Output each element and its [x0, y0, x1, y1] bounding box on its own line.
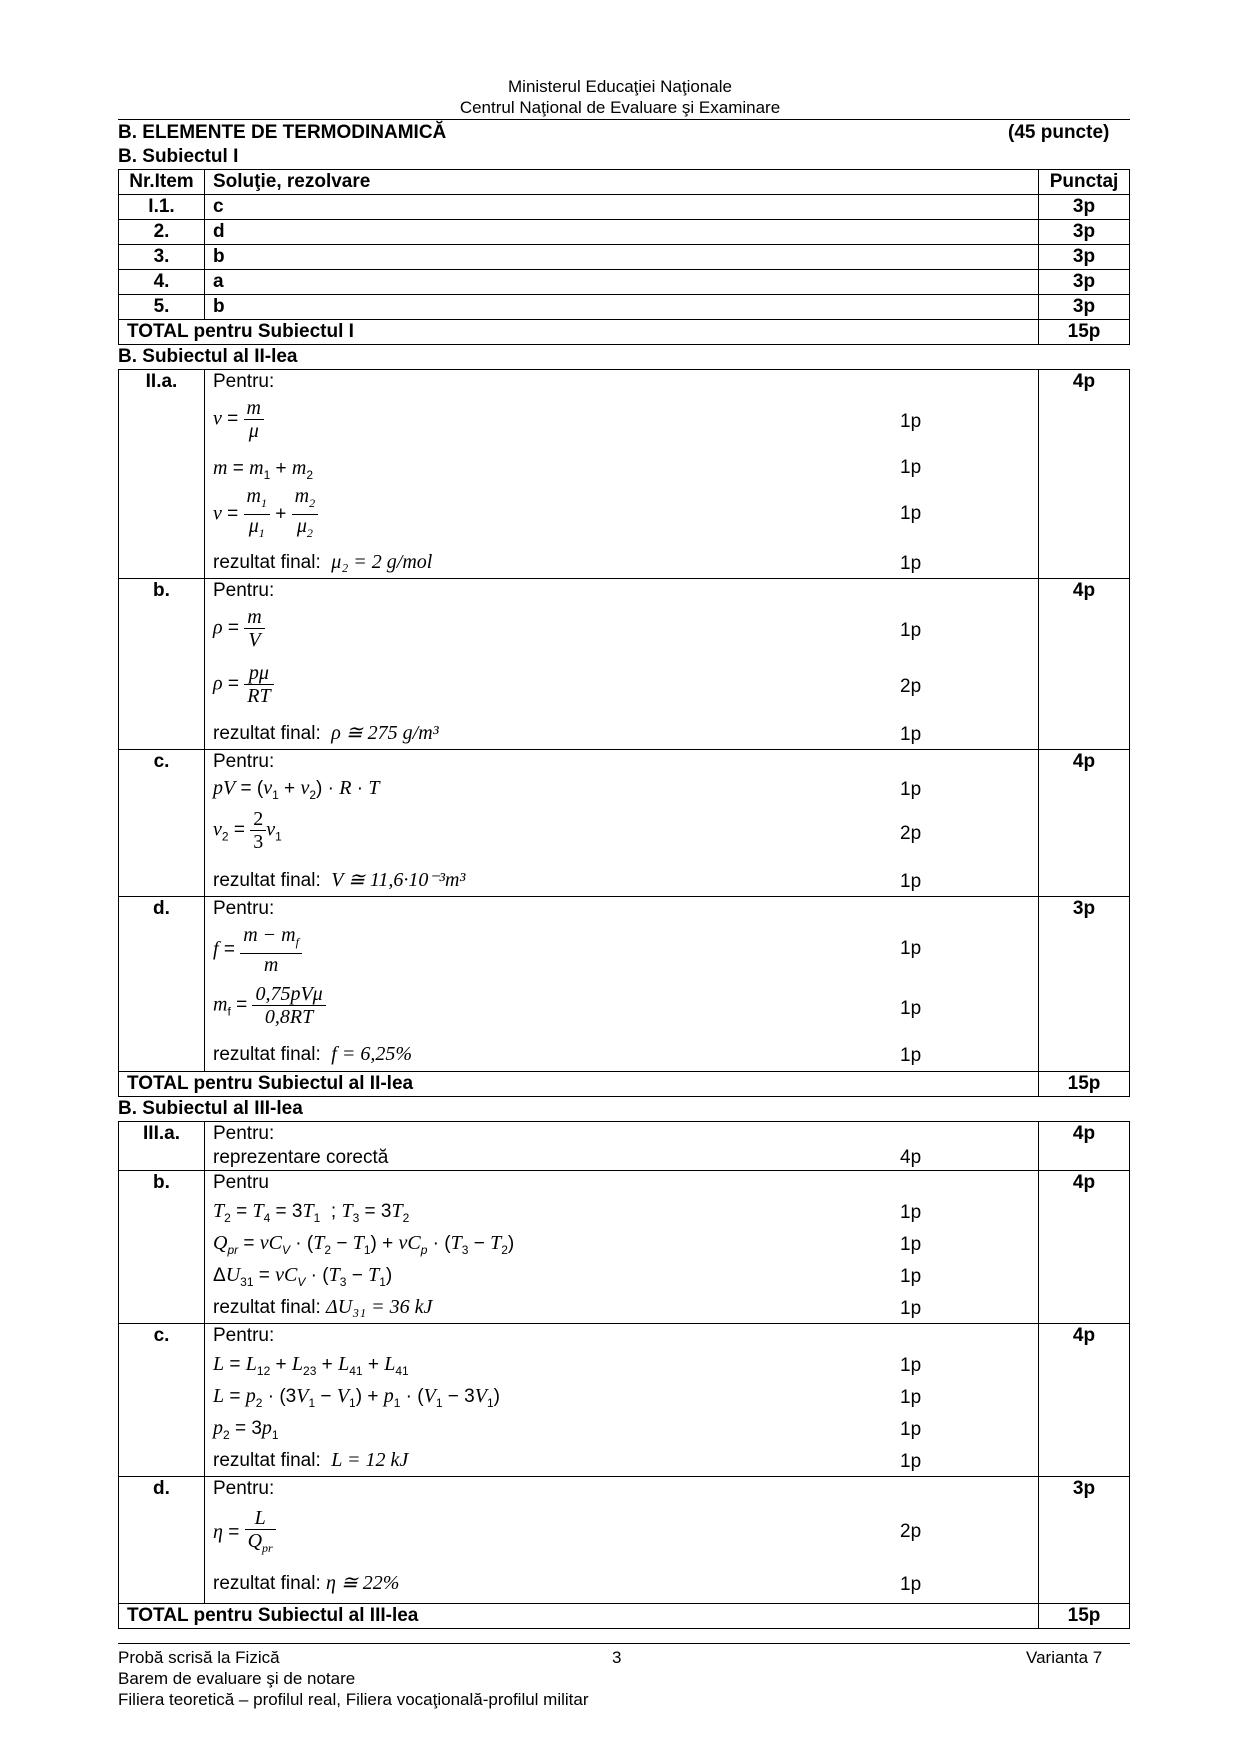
- col-header-item: Nr.Item: [119, 170, 205, 195]
- final-result: [213, 721, 1013, 746]
- footer-barem: Barem de evaluare şi de notare: [118, 1669, 356, 1688]
- final-expression: ΔU₃₁ = 36 kJ: [326, 1296, 433, 1318]
- item-points: 4p: [1039, 1171, 1130, 1324]
- item-points: 3p: [1039, 270, 1130, 295]
- final-label: rezultat final:: [213, 723, 321, 744]
- table-row: [119, 579, 1130, 750]
- item-points: 3p: [1039, 220, 1130, 245]
- subject-1-table: [118, 169, 1130, 345]
- item-points: 4p: [1039, 579, 1130, 750]
- total-label: TOTAL pentru Subiectul al II-lea: [119, 1072, 1039, 1097]
- formula-f: f = $\frac{m - m_f}{m}$: [213, 924, 1013, 976]
- header-center: Centrul Naţional de Evaluare şi Examinare: [459, 98, 781, 117]
- table-row: [119, 1122, 1130, 1171]
- subject-3-table: [118, 1121, 1130, 1629]
- header-rule: [118, 119, 1130, 120]
- item-number: I.1.: [119, 195, 205, 220]
- total-label: TOTAL pentru Subiectul al III-lea: [119, 1604, 1039, 1629]
- table-row: [119, 270, 1130, 295]
- solution-cell: [205, 370, 1039, 579]
- final-expression: f = 6,25%: [331, 1043, 413, 1065]
- formula-points: 1p: [900, 871, 922, 892]
- correct-representation: reprezentare corectă: [213, 1147, 389, 1168]
- formula-nu-sum: ν = $\frac{m_1}{\mu_1}$ + $\frac{m_2}{\mu_2}$: [213, 485, 1013, 544]
- formula-rho-pmu-rt: ρ = $\frac{p\mu}{RT}$: [213, 662, 1013, 707]
- item-points: 4p: [1039, 370, 1130, 579]
- item-points: 3p: [1039, 897, 1130, 1072]
- table-row: [119, 370, 1130, 579]
- item-number: c.: [119, 1324, 205, 1477]
- table-row: [119, 220, 1130, 245]
- formula-points: 1p: [900, 1574, 922, 1595]
- table-row: [119, 1171, 1130, 1324]
- subject-1-title: B. Subiectul I: [118, 146, 239, 167]
- formula-qpr: $Q_{pr} = \nu C_V \cdot (T_2 - T_1) + \nu C_p \cdot (T_3 - T_2)$: [213, 1232, 515, 1257]
- pentru-label: Pentru: [213, 1172, 269, 1193]
- solution-cell: [205, 1324, 1039, 1477]
- formula-l-expanded: $L = p_2 \cdot (3V_1 - V_1) + p_1 \cdot (V_1 - 3V_1)$: [213, 1385, 500, 1410]
- item-number: b.: [119, 579, 205, 750]
- formula-points: 1p: [900, 724, 922, 745]
- pentru-label: Pentru:: [213, 371, 275, 392]
- formula-points: 1p: [900, 1234, 922, 1255]
- formula-points: 1p: [900, 1387, 922, 1408]
- final-expression: η ≅ 22%: [326, 1572, 400, 1594]
- final-expression: V ≅ 11,6·10⁻³m³: [331, 869, 466, 891]
- header-ministry: Ministerul Educaţiei Naţionale: [508, 77, 732, 96]
- formula-points: 1p: [900, 938, 922, 959]
- final-result: [213, 1571, 1013, 1596]
- formula-rho-m-v: ρ = $\frac{m}{V}$: [213, 606, 1013, 651]
- final-label: rezultat final:: [213, 870, 321, 891]
- formula-points: 1p: [900, 1202, 922, 1223]
- total-row: [119, 320, 1130, 345]
- item-number: 3.: [119, 245, 205, 270]
- total-points: 15p: [1039, 320, 1130, 345]
- pentru-label: Pentru:: [213, 1325, 275, 1346]
- col-header-points: Punctaj: [1039, 170, 1130, 195]
- item-points: 4p: [1039, 1324, 1130, 1477]
- subject-2-table: [118, 369, 1130, 1097]
- item-points: 4p: [1039, 750, 1130, 897]
- total-row: [119, 1072, 1130, 1097]
- formula-nu2: $\nu_2$ = $\frac{2}{3}$ $\nu_1$: [213, 808, 282, 853]
- final-result: [213, 1295, 1013, 1320]
- item-points: 3p: [1039, 295, 1130, 320]
- formula-points: 1p: [900, 553, 922, 574]
- solution-cell: [205, 1171, 1039, 1324]
- subject-2-title: B. Subiectul al II-lea: [118, 346, 298, 367]
- pentru-label: Pentru:: [213, 1123, 275, 1144]
- item-points: 4p: [1039, 1122, 1130, 1171]
- col-header-solution: Soluţie, rezolvare: [205, 170, 1039, 195]
- item-answer: c: [205, 195, 1039, 220]
- solution-cell: [205, 1477, 1039, 1604]
- item-number: b.: [119, 1171, 205, 1324]
- item-answer: b: [205, 295, 1039, 320]
- final-label: rezultat final:: [213, 1044, 321, 1065]
- item-answer: b: [205, 245, 1039, 270]
- formula-points: 1p: [900, 1266, 922, 1287]
- pentru-label: Pentru:: [213, 1478, 275, 1499]
- table-row: [119, 245, 1130, 270]
- item-number: 5.: [119, 295, 205, 320]
- item-answer: d: [205, 220, 1039, 245]
- item-number: II.a.: [119, 370, 205, 579]
- formula-points: 1p: [900, 779, 922, 800]
- final-label: rezultat final:: [213, 1450, 321, 1471]
- solution-cell: [205, 750, 1039, 897]
- item-number: d.: [119, 897, 205, 1072]
- final-expression: μ₂ = 2 g/mol: [331, 551, 433, 573]
- pentru-label: Pentru:: [213, 898, 275, 919]
- formula-pv: pV = $(\nu_1 + \nu_2) \cdot R \cdot T$: [213, 777, 380, 802]
- item-points: 3p: [1039, 1477, 1130, 1604]
- solution-cell: [205, 897, 1039, 1072]
- formula-points: 1p: [900, 457, 922, 478]
- formula-points: 1p: [900, 998, 922, 1019]
- footer-variant: Varianta 7: [1026, 1648, 1103, 1667]
- item-number: d.: [119, 1477, 205, 1604]
- formula-points: 2p: [900, 823, 922, 844]
- formula-temperatures: $T_2 = T_4 = 3T_1$ ; $T_3 = 3T_2$: [213, 1200, 410, 1225]
- formula-points: 2p: [900, 1521, 922, 1542]
- table-row: [119, 897, 1130, 1072]
- item-number: c.: [119, 750, 205, 897]
- section-points: (45 puncte): [1008, 122, 1110, 143]
- final-result: [213, 868, 1013, 893]
- formula-points: 1p: [900, 1045, 922, 1066]
- item-number: 2.: [119, 220, 205, 245]
- footer-page-number: 3: [612, 1648, 622, 1667]
- final-label: rezultat final:: [213, 1297, 321, 1318]
- table-row: [119, 295, 1130, 320]
- formula-points: 1p: [900, 503, 922, 524]
- pentru-label: Pentru:: [213, 751, 275, 772]
- item-number: 4.: [119, 270, 205, 295]
- formula-du31: $\Delta U_{31} = \nu C_V \cdot (T_3 - T_1)$: [213, 1264, 393, 1289]
- total-row: [119, 1604, 1130, 1629]
- item-answer: a: [205, 270, 1039, 295]
- formula-p2: $p_2 = 3p_1$: [213, 1417, 279, 1442]
- footer-rule: [118, 1643, 1130, 1644]
- item-points: 3p: [1039, 195, 1130, 220]
- section-title: B. ELEMENTE DE TERMODINAMICĂ: [118, 122, 447, 143]
- item-number: III.a.: [119, 1122, 205, 1171]
- formula-points: 2p: [900, 676, 922, 697]
- subject-3-title: B. Subiectul al III-lea: [118, 1098, 303, 1119]
- table-header-row: [119, 170, 1130, 195]
- final-result: [213, 550, 1013, 575]
- final-expression: ρ ≅ 275 g/m³: [331, 722, 439, 744]
- formula-mf: $m_f$ = $\frac{\text{0,75pVμ}}{0,8RT}$: [213, 983, 1013, 1028]
- table-row: [119, 195, 1130, 220]
- footer-exam: Probă scrisă la Fizică: [118, 1648, 280, 1667]
- table-row: [119, 1324, 1130, 1477]
- formula-points: 1p: [900, 411, 922, 432]
- formula-nu-m-mu: ν = $\frac{m}{\mu}$: [213, 397, 1013, 442]
- solution-cell: [205, 579, 1039, 750]
- final-result: [213, 1448, 1013, 1473]
- formula-l-sum: $L = L_{12} + L_{23} + L_{41} + L_{41}$: [213, 1353, 409, 1378]
- total-points: 15p: [1039, 1604, 1130, 1629]
- item-points: 3p: [1039, 245, 1130, 270]
- final-result: [213, 1042, 1013, 1067]
- total-label: TOTAL pentru Subiectul I: [119, 320, 1039, 345]
- pentru-label: Pentru:: [213, 580, 275, 601]
- formula-points: 1p: [900, 1298, 922, 1319]
- footer-filiera: Filiera teoretică – profilul real, Filiera vocaţională-profilul militar: [118, 1690, 589, 1709]
- final-expression: L = 12 kJ: [331, 1449, 409, 1471]
- formula-eta: η = $\frac{L}{Q_{pr}}$: [213, 1507, 1013, 1559]
- total-points: 15p: [1039, 1072, 1130, 1097]
- formula-m-sum: $m = m_1 + m_2$: [213, 457, 314, 482]
- formula-points: 1p: [900, 1355, 922, 1376]
- final-label: rezultat final:: [213, 1573, 321, 1594]
- solution-cell: [205, 1122, 1039, 1171]
- formula-points: 1p: [900, 1451, 922, 1472]
- formula-points: 4p: [900, 1147, 922, 1168]
- formula-points: 1p: [900, 620, 922, 641]
- final-label: rezultat final:: [213, 552, 321, 573]
- formula-points: 1p: [900, 1419, 922, 1440]
- table-row: [119, 1477, 1130, 1604]
- table-row: [119, 750, 1130, 897]
